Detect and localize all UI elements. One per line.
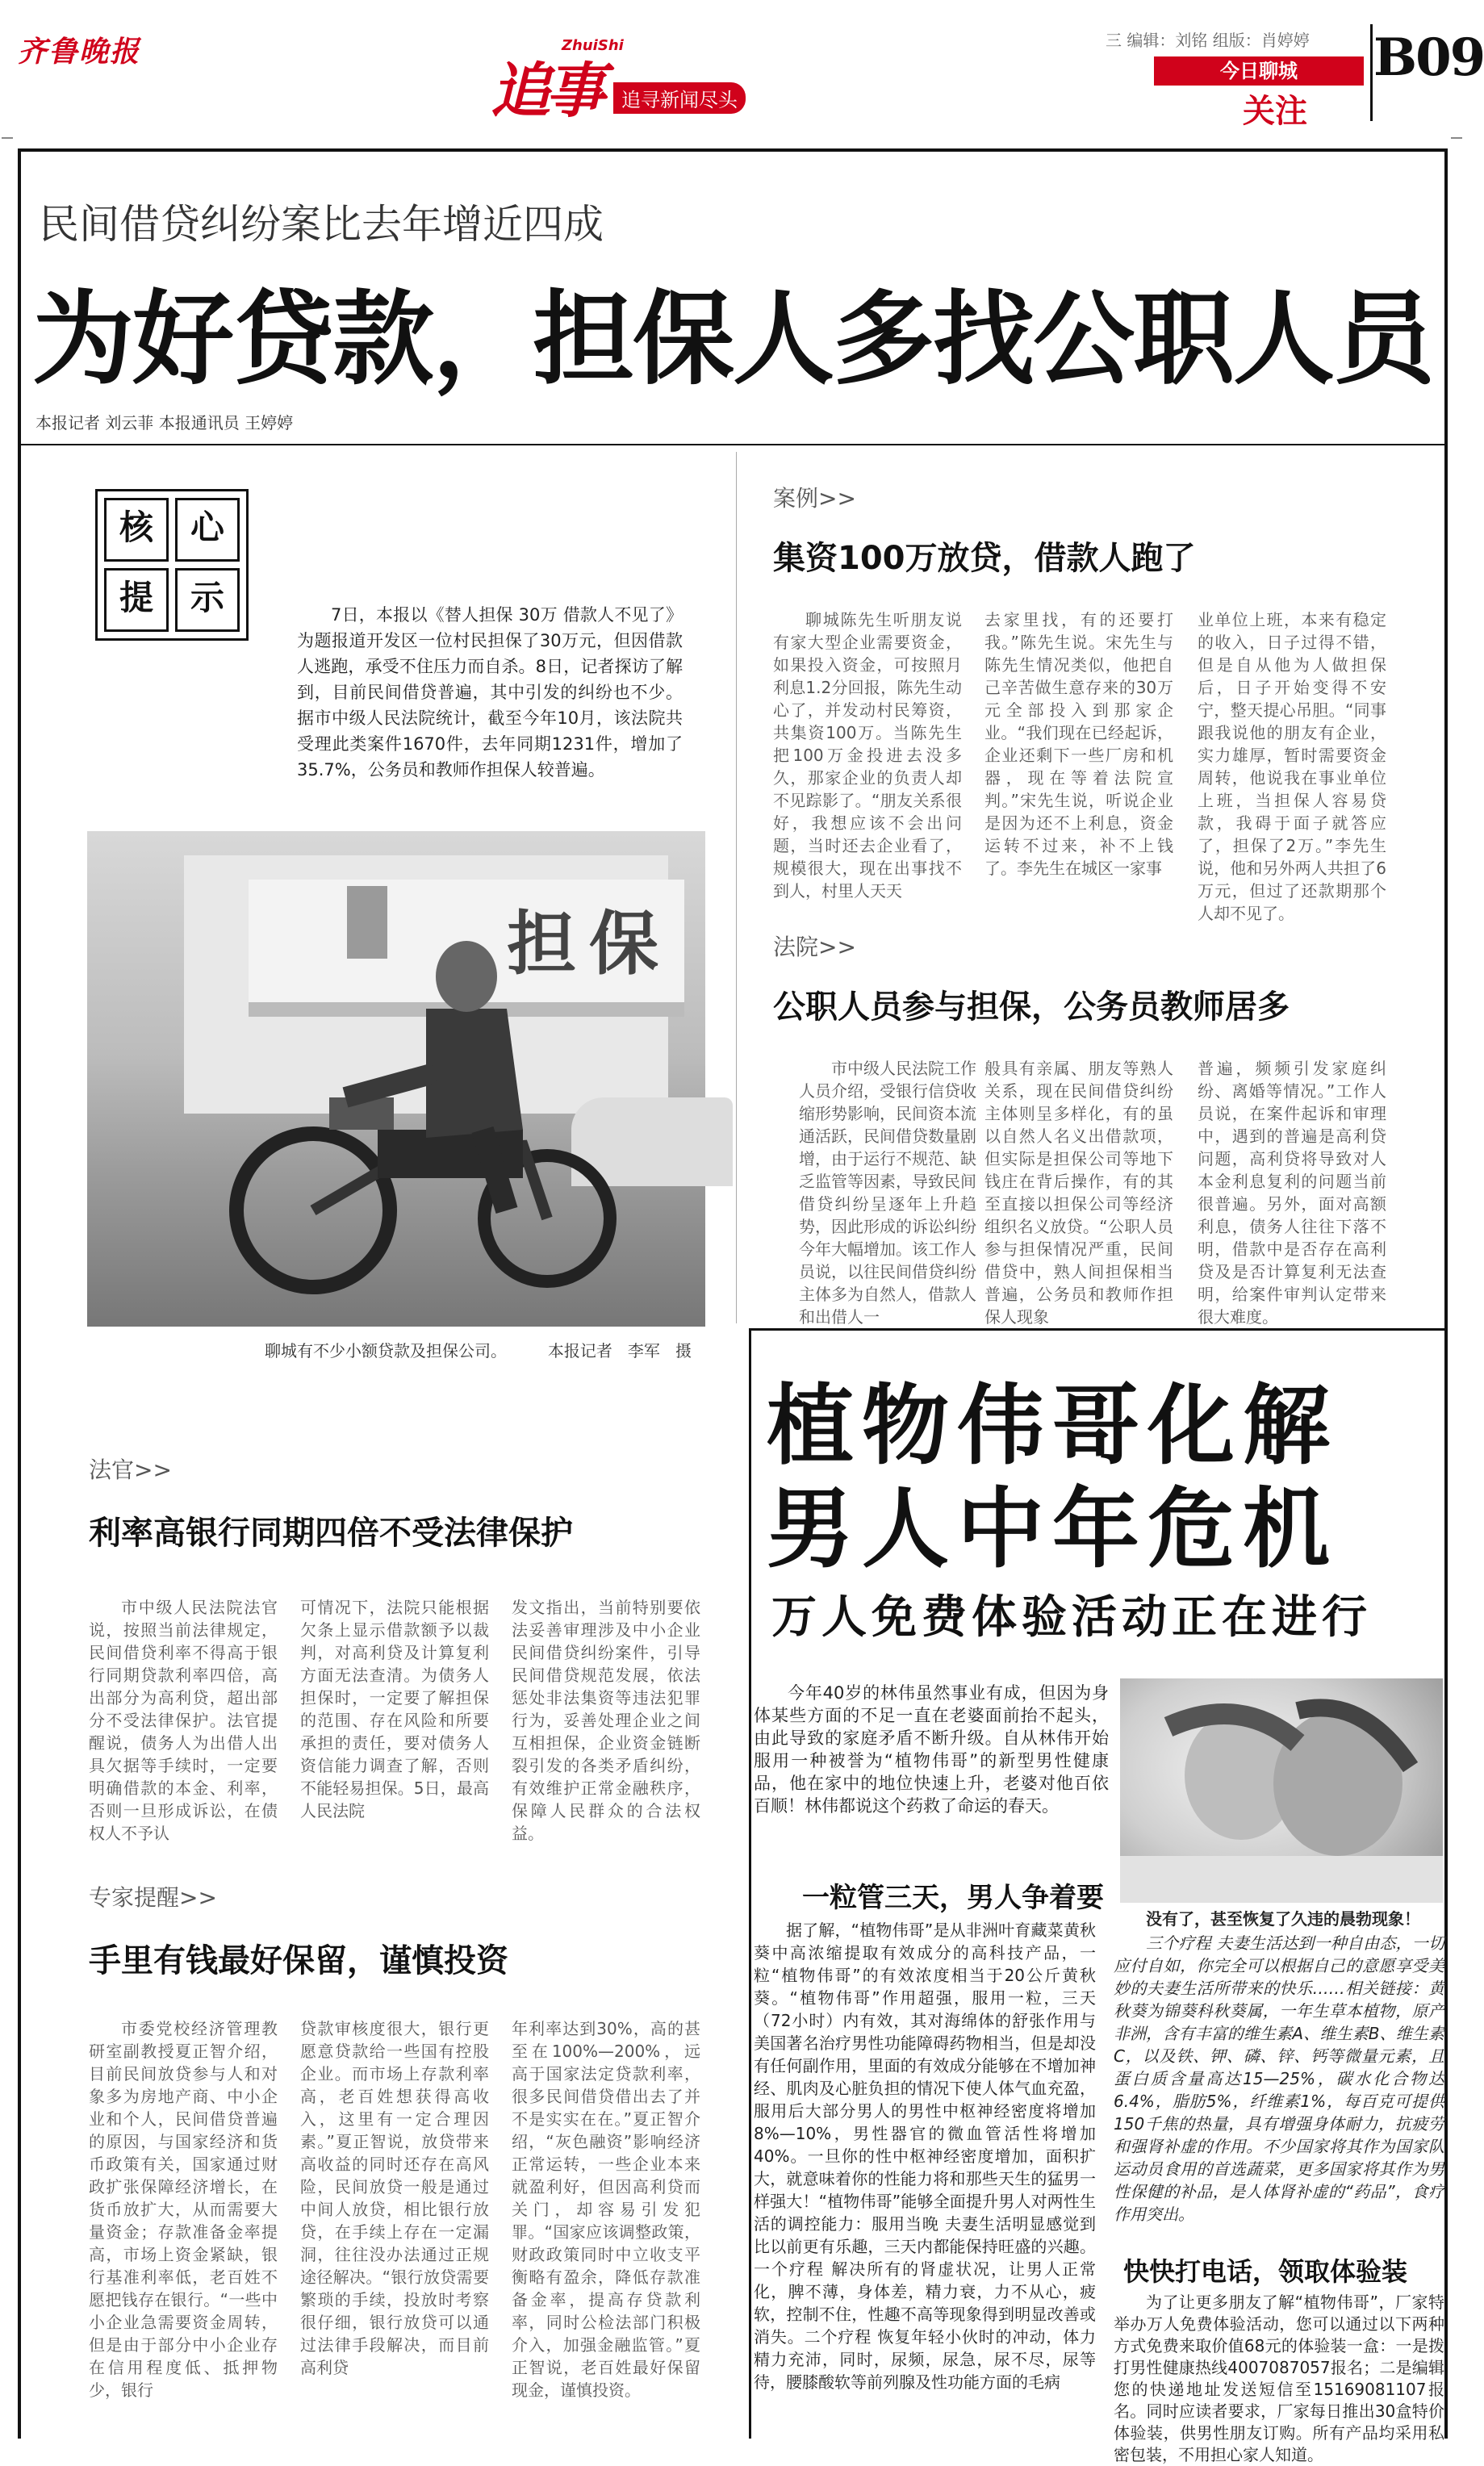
expert-heading: 手里有钱最好保留，谨慎投资 [89,1942,508,1979]
case-column: 业单位上班，本来有稳定的收入，日子过得不错，但是自从他为人做担保后，日子开始变得不安宁，整天提心吊胆。“同事跟我说他的朋友有企业，实力雄厚，暂时需要资金周转，他说我在事业单位上班，当担保人容易贷款，我碍于面子就答应了，担保了2万。”李先生说，他和另外两人共担了6万元，但过了还款期那个人却不见了。 [1198,610,1386,923]
ad-title-line2: 男人中年危机 [767,1478,1339,1580]
court-column: 般具有亲属、朋友等熟人关系，现在民间借贷纠纷主体则呈多样化，有的虽以自然人名义出借款项，但实际是担保公司等地下钱庄在背后操作，有的其至直接以担保公司等经济组织名义放贷。“公职人员参与担保情况严重，民间借贷中，熟人间担保相当普遍，公务员和教师作担保人现象 [984,1059,1173,1327]
core-box-char: 心 [175,498,240,562]
judge-column: 可情况下，法院只能根据欠条上显示借款额予以裁判，对高利贷及计算复利方面无法查清。为债务人担保时，一定要了解担保的范围、存在风险和所要承担的责任，要对债务人资信能力调查了解，否则不能轻易担保。5日，最高人民法院 [300,1598,489,1820]
paper-name: 齐鲁晚报 [18,35,141,69]
news-photo [87,831,705,1327]
core-box [95,489,249,641]
section-sub: 关注 [1243,93,1307,130]
expert-column: 市委党校经济管理教研室副教授夏正智介绍，目前民间放贷参与人和对象多为房地产商、中小企业和个人，民间借贷普遍的原因，与国家经济和货币政策有关，国家通过财政扩张保障经济增长，在货币放扩大，从而需要大量资金；存款准备金率提高，市场上资金紧缺，银行基准利率低，老百姓不愿把钱存在银行。“一些中小企业急需要资金周转，但是由于部分中小企业存在信用程度低、抵押物少，银行 [89,2019,278,2400]
page-number: B09 [1373,27,1484,88]
section-label-box [1154,56,1364,86]
section-label: 今日聊城 [1220,60,1298,82]
judge-column: 发文指出，当前特别要依法妥善审理涉及中小企业民间借贷纠纷案件，引导民间借贷规范发展，依法惩处非法集资等违法犯罪行为，妥善处理企业之间互相担保，企业资金链断裂引发的各类矛盾纠纷，有效维护正常金融秩序，保障人民群众的合法权益。 [512,1598,700,1843]
ad-section3-heading: 快快打电话，领取体验装 [1123,2256,1408,2287]
column-logo-pinyin: ZhuiShi [562,37,624,54]
column-slogan [613,82,746,114]
expert-column: 年利率达到30%，高的甚至在100%—200%，远高于国家法定贷款利率，很多民间借贷借出去了并不是实实在在。”夏正智介绍，“灰色融资”影响经济正常运转，一些企业本来就盈利好，但因高利贷而关门，却容易引发犯罪。“国家应该调整政策，财政政策同时中立收支平衡略有盈余，降低存款准备金率，提高存贷款利率，同时公检法部门积极介入，加强金融监管。”夏正智说，老百姓最好保留现金，谨慎投资。 [512,2019,700,2400]
column-slogan-text: 追寻新闻尽头 [621,89,738,111]
core-box-char: 提 [104,568,169,632]
expert-column: 贷款审核度很大，银行更愿意贷款给一些国有控股企业。而市场上存款利率高，老百姓想获得高收入，这里有一定合理因素。”夏正智说，放贷带来高收益的同时还存在高风险，民间放贷一般是通过中间人放贷，相比银行放贷，在手续上存在一定漏洞，往往没办法通过正规途径解决。“银行放贷需要繁琐的手续，投放时考察很仔细，银行放贷可以通过法律手段解决，而目前高利贷 [300,2019,489,2377]
ad-title-line1: 植物伟哥化解 [767,1375,1339,1477]
photo-sign-text: 担保 [507,904,671,984]
article-headline: 为好贷款，担保人多找公职人员 [32,280,1433,399]
photo-caption: 聊城有不少小额贷款及担保公司。 本报记者 李军 摄 [265,1341,692,1360]
ad-intro: 今年40岁的林伟虽然事业有成，但因为身体某些方面的不足一直在老婆面前抬不起头，由此导致的家庭矛盾不断升级。自从林伟开始服用一种被誉为“植物伟哥”的新型男性健康品，他在家中的地位快速上升，老婆对他百依百顺！林伟都说这个药救了命运的春天。 [754,1683,1109,1816]
case-label: 案例>> [773,485,856,512]
column-logo [483,32,789,126]
judge-column: 市中级人民法院法官说，按照当前法律规定，民间借贷利率不得高于银行同期贷款利率四倍，高出部分为高利贷，超出部分不受法律保护。法官提醒说，债务人为出借人出具欠据等手续时，一定要明确借款的本金、利率，否则一旦形成诉讼，在债权人不予认 [89,1598,278,1843]
court-column: 普遍，频频引发家庭纠纷、离婚等情况。”工作人员说，在案件起诉和审理中，遇到的普遍是高利贷问题，高利贷将导致对人本金利息复利的问题当前很普遍。另外，面对高额利息，债务人往往下落不明，借款中是否存在高利贷及是否计算复利无法查明，给案件审判认定带来很大难度。 [1198,1059,1386,1327]
crop-mark [1451,137,1462,139]
expert-label: 专家提醒>> [89,1884,217,1911]
masthead-divider [1370,24,1373,121]
article-subtitle: 民间借贷纠纷案比去年增近四成 [39,201,604,248]
editor-info: 三 编辑：刘铭 组版：肖婷婷 [1106,31,1310,50]
court-column: 市中级人民法院工作人员介绍，受银行信贷收缩形势影响，民间资本流通活跃，民间借贷数量剧增，由于运行不规范、缺乏监管等因素，导致民间借贷纠纷呈逐年上升趋势，因此形成的诉讼纠纷今年大幅增加。该工作人员说，以往民间借贷纠纷主体多为自然人，借款人和出借人一 [799,1059,976,1327]
ad-section1-text: 据了解，“植物伟哥”是从非洲叶育藏菜黄秋葵中高浓缩提取有效成分的高科技产品，一粒“植物伟哥”的有效浓度相当于20公斤黄秋葵。“植物伟哥”作用超强，服用一粒，三天（72小时）内有效，其对海绵体的舒张作用与美国著名治疗男性功能障碍药物相当，但是却没有任何副作用，里面的有效成分能够在不增加神经、肌肉及心脏负担的情况下使人体气血充盈，服用后大部分男人的男性中枢神经密度将增加8%—10%，男性器官的微血管活性将增加40%。一旦你的性中枢神经密度增加，面积扩大，就意味着你的性能力将和那些天生的猛男一样强大！“植物伟哥”能够全面提升男人对两性生活的调控能力：服用当晚 夫妻生活明显感觉到比以前更有乐趣，三天内都能保持旺盛的兴趣。一个疗程 解决所有的肾虚状况，让男人正常化，脾不薄，身体差，精力衰，力不从心，疲软，控制不住，性趣不高等现象得到明显改善或消失。二个疗程 恢复年轻小伙时的冲动，体力精力充沛，同时，尿频，尿急，尿不尽，尿等待，腰膝酸软等前列腺及性功能方面的毛病 [754,1921,1096,2392]
judge-label: 法官>> [89,1457,172,1483]
ad-photo-caption: 没有了，甚至恢复了久违的晨勃现象！ [1146,1909,1420,1929]
case-column: 去家里找，有的还要打我。”陈先生说。宋先生与陈先生情况类似，他把自己辛苦做生意存来的30万元全部投入到那家企业。“我们现在已经起诉，企业还剩下一些厂房和机器，现在等着法院宣判。”宋先生说，听说企业是因为还不上利息，资金运转不过来，补不上钱了。李先生在城区一家事 [984,610,1173,878]
crop-mark [2,137,13,139]
headline-rule [18,444,1448,445]
case-column: 聊城陈先生听朋友说有家大型企业需要资金，如果投入资金，可按照月利息1.2分回报，陈先生动心了，并发动村民筹资，共集资100万。当陈先生把100万金投进去没多久，那家企业的负责人却不见踪影了。“朋友关系很好，我想应该不会出问题，当时还去企业看了，规模很大，现在出事找不到人，村里人天天 [773,610,962,901]
judge-heading: 利率高银行同期四倍不受法律保护 [89,1515,573,1552]
court-label: 法院>> [773,934,856,960]
core-box-char: 核 [104,498,169,562]
core-box-char: 示 [175,568,240,632]
byline: 本报记者 刘云菲 本报通讯员 王婷婷 [36,413,294,433]
ad-section1-heading: 一粒管三天，男人争着要 [802,1882,1104,1914]
ad-subtitle: 万人免费体验活动正在进行 [771,1590,1372,1644]
court-heading: 公职人员参与担保，公务员教师居多 [773,988,1290,1026]
couple-illustration [1120,1678,1443,1903]
column-divider [736,452,737,1323]
ad-section2-text: 三个疗程 夫妻生活达到一种自由态，一切应付自如，你完全可以根据自己的意愿享受美妙的夫妻生活所带来的快乐……相关链接：黄秋葵为锦葵科秋葵属，一年生草本植物，原产非洲，含有丰富的维生素A、维生素B、维生素C，以及铁、钾、磷、锌、钙等微量元素，且蛋白质含量高达15—25%，碳水化合物达6.4%，脂肪5%，纤维素1%，每百克可提供150千焦的热量，具有增强身体耐力，抗疲劳和强肾补虚的作用。不少国家将其作为国家队运动员食用的首选蔬菜，更多国家将其作为男性保健的补品，是人体肾补虚的“药品”，食疗作用突出。 [1114,1933,1444,2224]
core-summary: 7日，本报以《替人担保 30万 借款人不见了》为题报道开发区一位村民担保了30万元，但因借款人逃跑，承受不住压力而自杀。8日，记者探访了解到，目前民间借贷普遍，其中引发的纠纷也不少。据市中级人民法院统计，截至今年10月，该法院共受理此类案件1670件，去年同期1231件，增加了35.7%，公务员和教师作担保人较普遍。 [297,605,683,780]
column-logo-text: 追事 [491,56,600,126]
ad-couple-photo [1120,1678,1443,1903]
case-heading: 集资100万放贷，借款人跑了 [773,540,1196,577]
ad-section3-text: 为了让更多朋友了解“植物伟哥”，厂家特举办万人免费体验活动，您可以通过以下两种方式免费来取价值68元的体验装一盒：一是拨打男性健康热线4007087057报名；二是编辑您的快递地址发送短信至15169081107报名。同时应读者要求，厂家每日推出30盒特价体验装，供男性朋友订购。所有产品均采用私密包装，不用担心家人知道。 [1114,2293,1444,2464]
motorcycle-rider-illustration [87,831,705,1327]
